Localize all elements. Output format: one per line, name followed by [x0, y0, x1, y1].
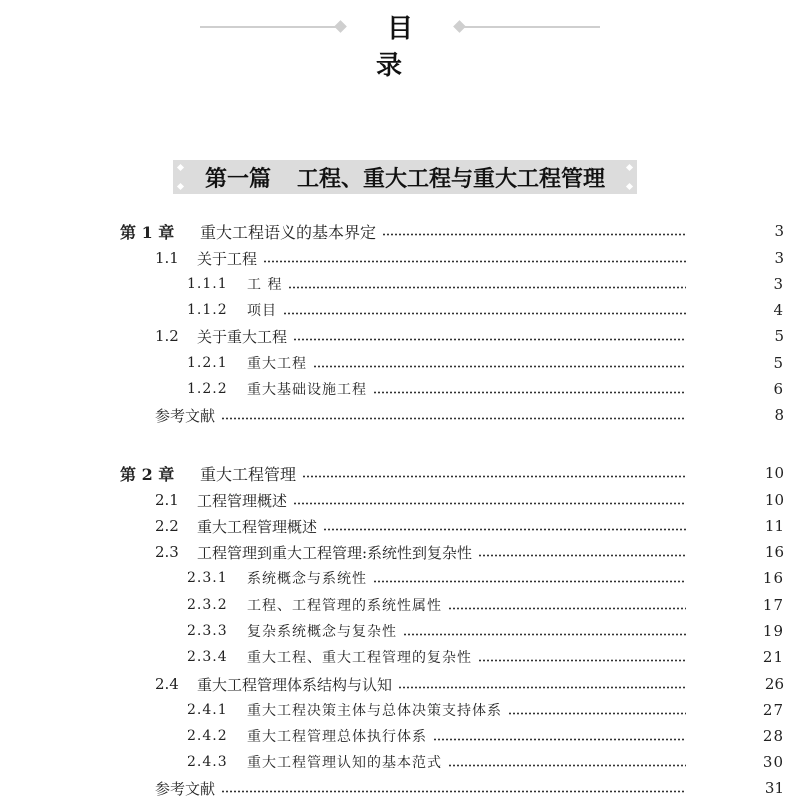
- toc-subsection-2-4-2[interactable]: [0, 724, 784, 748]
- section-title: 工程管理概述: [197, 491, 288, 510]
- page-number: 8: [774, 406, 784, 424]
- part-label: [205, 162, 605, 193]
- toc-section-2-2[interactable]: [0, 514, 784, 538]
- dot-leader: [288, 286, 686, 289]
- references-title: 参考文献: [155, 779, 216, 798]
- dot-leader: [263, 260, 686, 263]
- section-number: 2.3: [155, 543, 179, 561]
- chapter-number: 第 2 章: [120, 464, 175, 484]
- subsection-title: 工 程: [247, 277, 283, 293]
- toc-subsection-2-3-3[interactable]: [0, 619, 784, 643]
- part-number: 第一篇: [204, 165, 271, 192]
- toc-section-2-1[interactable]: [0, 488, 784, 512]
- toc-header: [0, 2, 800, 81]
- page-number: 4: [773, 301, 784, 319]
- dot-leader: [478, 659, 686, 662]
- page-number: 27: [762, 701, 784, 719]
- toc-subsection-1-1-1[interactable]: [0, 272, 784, 296]
- subsection-title: 重大工程管理认知的基本范式: [247, 755, 442, 771]
- chapter-number: 第 1 章: [120, 222, 175, 242]
- dot-leader: [433, 738, 686, 741]
- part-title: 工程、重大工程与重大工程管理: [297, 165, 606, 192]
- page-number: 11: [764, 517, 784, 535]
- subsection-number: 2.4.1: [187, 702, 228, 718]
- section-number: 2.4: [155, 675, 179, 693]
- page-number: 17: [762, 596, 784, 614]
- dot-leader: [293, 502, 686, 505]
- page-number: 3: [774, 222, 784, 240]
- dot-leader: [448, 764, 686, 767]
- page-number: 26: [764, 675, 784, 693]
- dot-leader: [403, 633, 686, 636]
- page-number: 28: [762, 727, 784, 745]
- section-title: 重大工程管理概述: [197, 517, 318, 536]
- page-number: 5: [774, 327, 784, 345]
- section-title: 关于重大工程: [197, 327, 288, 346]
- toc-section-1-1[interactable]: [0, 246, 784, 270]
- banner-corner-dot: [177, 183, 184, 190]
- section-number: 1.2: [155, 327, 179, 345]
- dot-leader: [398, 686, 686, 689]
- toc-section-2-4[interactable]: [0, 672, 784, 696]
- section-number: 2.1: [155, 491, 179, 509]
- toc-subsection-2-3-2[interactable]: [0, 593, 784, 617]
- section-number: 2.2: [155, 517, 179, 535]
- dot-leader: [382, 233, 686, 236]
- dot-leader: [478, 554, 686, 557]
- page-number: 16: [762, 569, 784, 587]
- page-number: 3: [774, 249, 784, 267]
- toc-subsection-2-4-1[interactable]: [0, 698, 784, 722]
- page-number: 3: [773, 275, 784, 293]
- toc-subsection-1-2-1[interactable]: [0, 351, 784, 375]
- banner-corner-dot: [626, 183, 633, 190]
- page-number: 10: [764, 491, 784, 509]
- subsection-number: 1.2.2: [187, 381, 228, 397]
- subsection-title: 重大工程管理总体执行体系: [247, 729, 427, 745]
- subsection-title: 系统概念与系统性: [247, 571, 367, 587]
- part-banner: [173, 160, 637, 194]
- subsection-title: 复杂系统概念与复杂性: [247, 624, 397, 640]
- toc-chapter-1[interactable]: [0, 219, 784, 243]
- toc-section-1-2[interactable]: [0, 324, 784, 348]
- toc-section-2-3[interactable]: [0, 540, 784, 564]
- dot-leader: [302, 475, 686, 478]
- toc-references-ch1[interactable]: [0, 403, 784, 427]
- subsection-number: 2.3.3: [187, 623, 228, 639]
- dot-leader: [508, 712, 686, 715]
- header-rule-left: [200, 26, 340, 28]
- dot-leader: [313, 365, 686, 368]
- section-number: 1.1: [155, 249, 179, 267]
- subsection-number: 2.4.2: [187, 728, 228, 744]
- toc-subsection-2-3-4[interactable]: [0, 645, 784, 669]
- subsection-number: 1.2.1: [187, 355, 228, 371]
- page-number: 21: [762, 648, 784, 666]
- banner-corner-dot: [177, 164, 184, 171]
- dot-leader: [221, 790, 686, 793]
- toc-chapter-2[interactable]: [0, 461, 784, 485]
- subsection-number: 1.1.1: [187, 276, 228, 292]
- subsection-title: 工程、工程管理的系统性属性: [247, 598, 442, 614]
- chapter-title: 重大工程管理: [200, 464, 297, 484]
- page-number: 16: [764, 543, 784, 561]
- page-number: 6: [773, 380, 784, 398]
- subsection-title: 重大基础设施工程: [247, 382, 367, 398]
- header-rule-right: [460, 26, 600, 28]
- dot-leader: [221, 417, 686, 420]
- dot-leader: [323, 528, 686, 531]
- subsection-number: 2.3.4: [187, 649, 228, 665]
- page-number: 19: [762, 622, 784, 640]
- subsection-title: 重大工程: [247, 356, 307, 372]
- dot-leader: [283, 312, 686, 315]
- toc-subsection-1-2-2[interactable]: [0, 377, 784, 401]
- references-title: 参考文献: [155, 406, 216, 425]
- subsection-title: 重大工程决策主体与总体决策支持体系: [247, 703, 502, 719]
- subsection-number: 1.1.2: [187, 302, 228, 318]
- chapter-title: 重大工程语义的基本界定: [200, 222, 377, 242]
- subsection-number: 2.3.1: [187, 570, 228, 586]
- page-title: 目录: [375, 14, 435, 81]
- dot-leader: [373, 391, 686, 394]
- page-number: 31: [764, 779, 784, 797]
- toc-subsection-2-3-1[interactable]: [0, 566, 784, 590]
- page-number: 5: [773, 354, 784, 372]
- header-diamond-left: [334, 20, 347, 33]
- dot-leader: [448, 607, 686, 610]
- toc-references-ch2[interactable]: [0, 776, 784, 800]
- toc-subsection-1-1-2[interactable]: [0, 298, 784, 322]
- page-number: 30: [762, 753, 784, 771]
- toc-subsection-2-4-3[interactable]: [0, 750, 784, 774]
- section-title: 关于工程: [197, 249, 258, 268]
- subsection-title: 重大工程、重大工程管理的复杂性: [247, 650, 472, 666]
- subsection-number: 2.3.2: [187, 597, 228, 613]
- banner-corner-dot: [626, 164, 633, 171]
- subsection-title: 项目: [247, 303, 277, 319]
- section-title: 工程管理到重大工程管理:系统性到复杂性: [197, 543, 473, 562]
- page-number: 10: [764, 464, 784, 482]
- section-title: 重大工程管理体系结构与认知: [197, 675, 393, 694]
- dot-leader: [293, 338, 686, 341]
- subsection-number: 2.4.3: [187, 754, 228, 770]
- dot-leader: [373, 580, 686, 583]
